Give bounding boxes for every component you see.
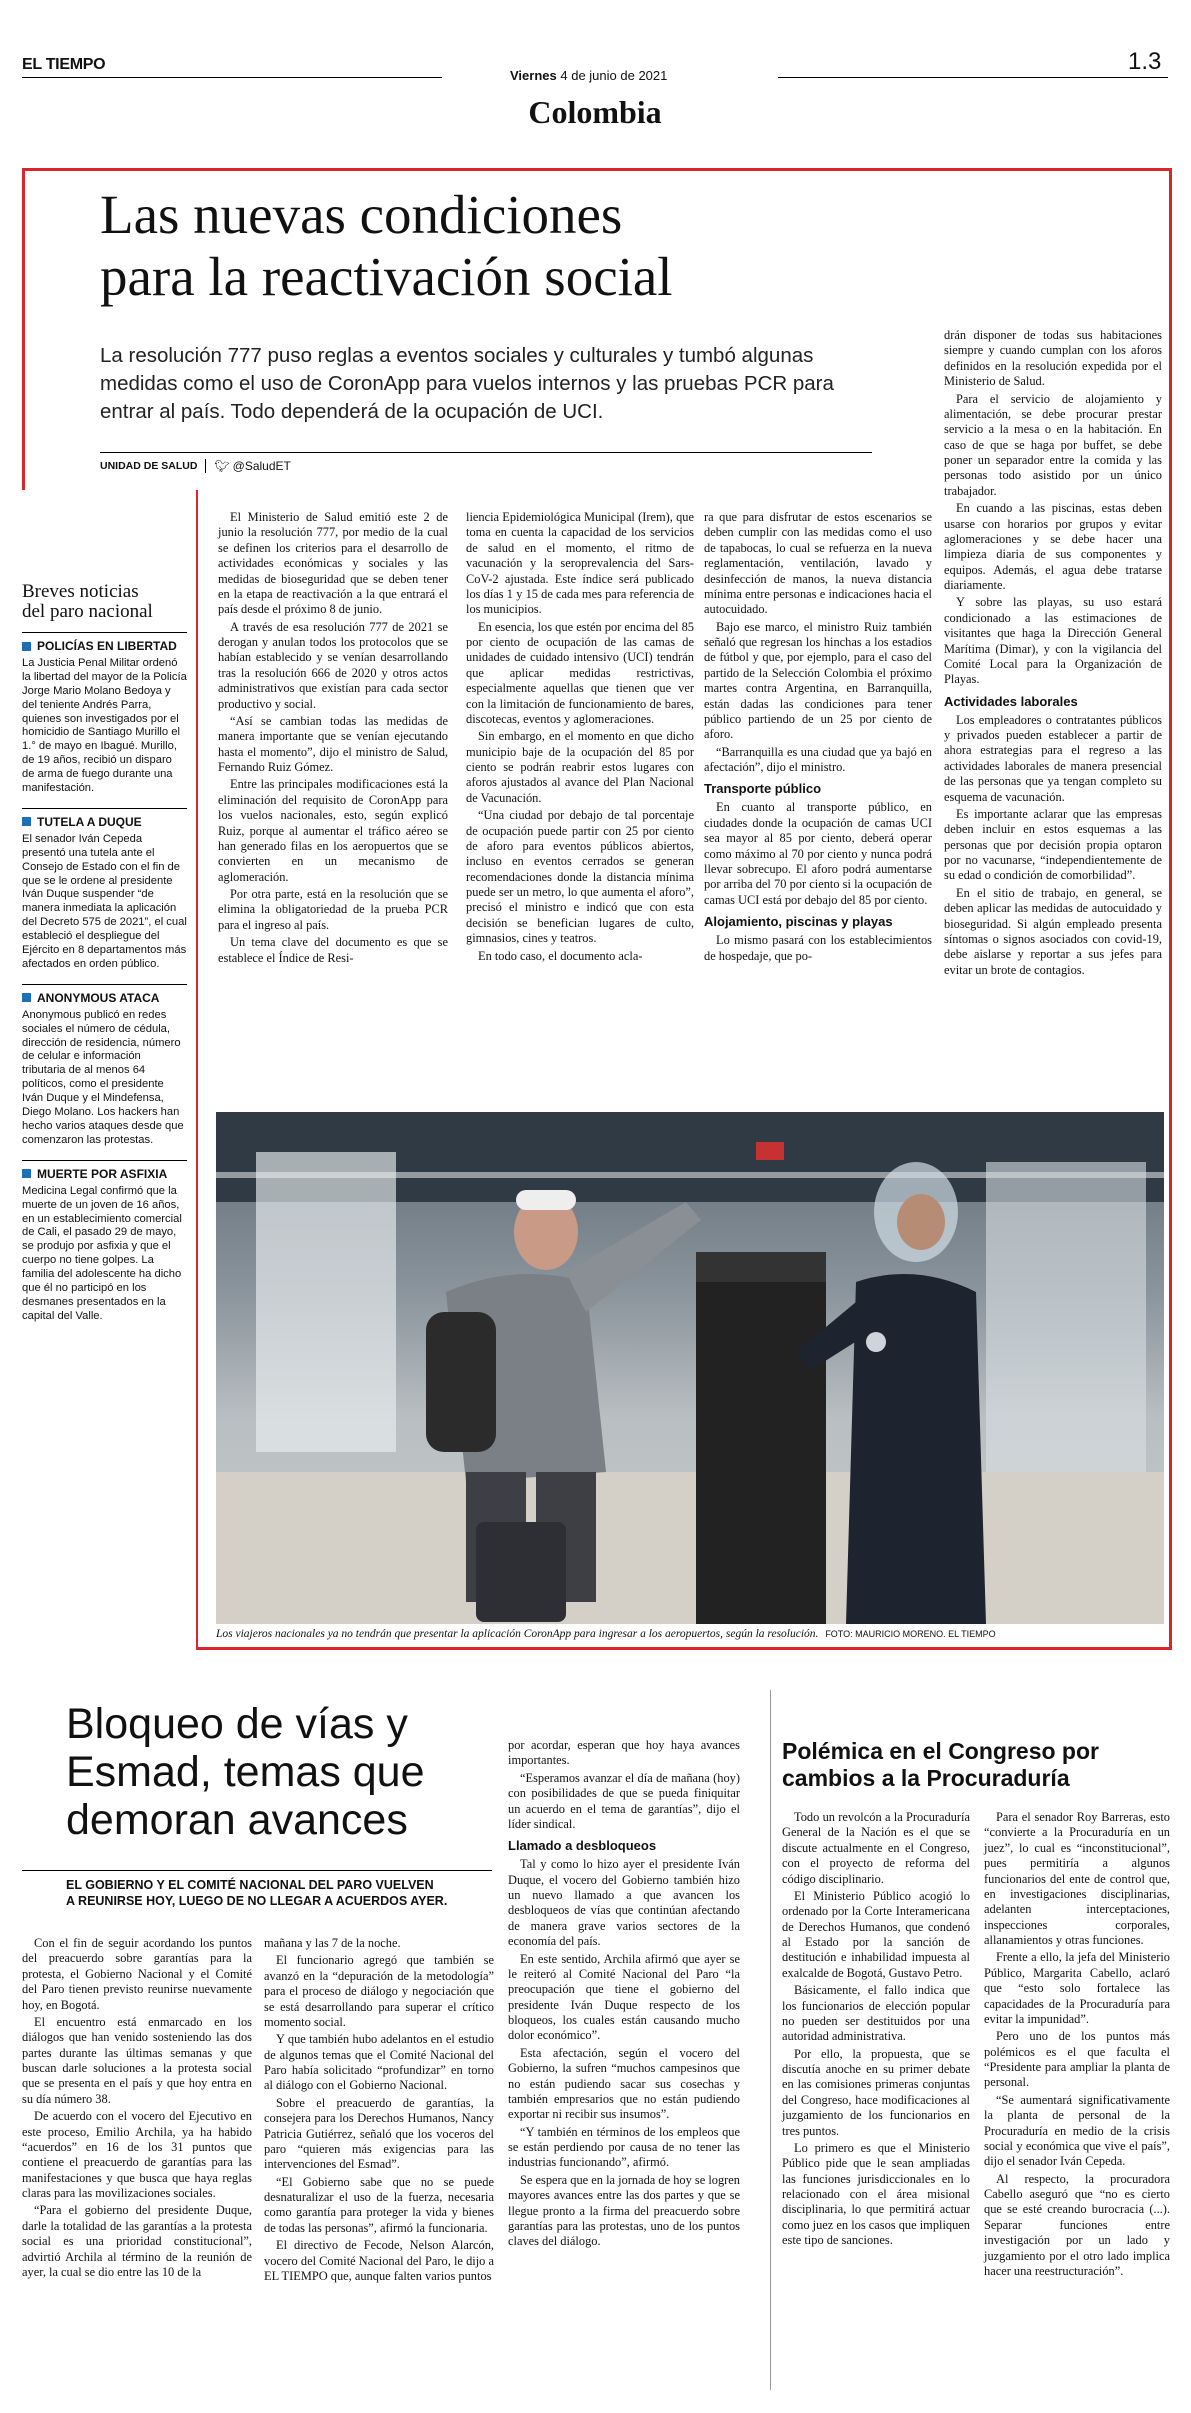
paragraph: En el sitio de trabajo, en general, se deben aplicar las medidas de autocuidado y bioseguridad. Si algún empleado presenta síntomas o signos asociados con covid-19, debe aislarse y reportar a sus jefes para evitar un brote de contagios. — [944, 885, 1162, 977]
paragraph: Esta afectación, según el vocero del Gobierno, la sufren “muchos campesinos que no están pudiendo sacar sus cosechas y también empresarios que no están pudiendo exportar ni recibir sus insumos”. — [508, 2045, 740, 2122]
paragraph: Bajo ese marco, el ministro Ruiz también señaló que regresan los hinchas a los estadios de fútbol y que, por ejemplo, para el caso del partido de la Selección Colombia el próximo martes contra Argentina, en Barranquilla, están dadas las condiciones para tener público partiendo de un 25 por ciento de aforo. — [704, 619, 932, 742]
main-col-2 — [466, 510, 694, 966]
story2-col-3 — [508, 1738, 740, 2252]
story2-deck — [66, 1877, 447, 1909]
paragraph: El funcionario agregó que también se avanzó en la “depuración de la metodología” para el proceso de diálogo y negociación que se está desarrollando para superar el crítico momento social. — [264, 1953, 494, 2029]
sidebar — [22, 582, 187, 1324]
story3-divider — [770, 1690, 771, 2390]
main-col-3b-paragraphs — [704, 800, 932, 908]
paragraph: Es importante aclarar que las empresas deben incluir en estos esquemas a las personas que por decisión propia optaron por no vacunarse, “independientemente de su edad o condición de comorbilidad”. — [944, 806, 1162, 883]
byline — [100, 459, 291, 473]
paragraph: Un tema clave del documento es que se establece el Índice de Resi- — [218, 935, 448, 965]
sidebar-heading — [22, 815, 187, 829]
photo-credit: FOTO: MAURICIO MORENO. EL TIEMPO — [825, 1629, 996, 1639]
main-col-3 — [704, 510, 932, 966]
paragraph: En todo caso, el documento acla- — [478, 948, 643, 963]
story2-deck-line1: EL GOBIERNO Y EL COMITÉ NACIONAL DEL PARO VUELVEN — [66, 1878, 434, 1892]
story2-deck-rule — [22, 1870, 492, 1871]
story2-subheading: Llamado a desbloqueos — [508, 1838, 657, 1854]
paragraph: Sin embargo, en el momento en que dicho municipio baje de la ocupación del 85 por ciento se podrán reabrir estos lugares con aforos ajustados al avance del Plan Nacional de Vacunación. — [466, 729, 694, 805]
story3-col-2 — [984, 1810, 1170, 2281]
paragraph: Entre las principales modificaciones está la eliminación del requisito de CoronApp para los vuelos nacionales, esto, según explicó Ruiz, porque al aumentar el tráfico aéreo se han generado filas en los aeropuertos que se convierten en un mecanismo de aglomeración. — [218, 777, 448, 884]
story2-headline — [66, 1700, 425, 1844]
story3-col-2-paragraphs — [984, 1810, 1170, 2279]
header-date — [510, 68, 667, 83]
sidebar-item — [22, 984, 187, 1148]
story2-col-3b-paragraphs — [508, 1857, 740, 2249]
sidebar-heading — [22, 991, 187, 1005]
sidebar-item — [22, 632, 187, 796]
transport-heading: Transporte público — [704, 781, 822, 797]
story2-headline-line2: Esmad, temas que — [66, 1748, 425, 1796]
header-date-day: Viernes — [510, 68, 557, 83]
story3-headline-line2: cambios a la Procuraduría — [782, 1765, 1070, 1791]
main-col-1-paragraphs — [218, 510, 448, 966]
paragraph: En esencia, los que estén por encima del 85 por ciento de ocupación de las camas de unidades de cuidado intensivo (UCI) tendrán que aplicar medidas restrictivas, especialmente aquellas que tienen que ver con la limitación de funcionamiento de bares, discotecas, eventos y aglomeraciones. — [466, 619, 694, 726]
caption-text: Los viajeros nacionales ya no tendrán que presentar la aplicación CoronApp para ingresar a los aeropuertos, según la resolución. — [216, 1628, 819, 1640]
story3-col-1-paragraphs — [782, 1810, 970, 2249]
paragraph: Lo mismo pasará con los establecimientos de hospedaje, que po- — [704, 933, 932, 963]
masthead: EL TIEMPO — [22, 56, 106, 73]
paragraph: “El Gobierno sabe que no se puede desnaturalizar el uso de la fuerza, necesaria como garantía para proteger la vida y bienes de todas las personas”, afirmó la funcionaria. — [264, 2174, 494, 2235]
sidebar-heading — [22, 1167, 187, 1181]
sidebar-item — [22, 1160, 187, 1324]
main-col-1 — [218, 510, 448, 968]
twitter-icon: 🐦︎ — [214, 459, 230, 473]
paragraph: “Una ciudad por debajo de tal porcentaje de ocupación puede partir con 25 por ciento de aforo para eventos públicos abiertos, incluso en eventos cerrados se generan recomendaciones donde la distancia mínima puede ser un metro, lo que aumenta el aforo”, precisó el ministro e indicó que con esta decisión se benefician lugares de culto, gimnasios, cines y teatros. — [466, 808, 694, 946]
paragraph: En cuando a las piscinas, estas deben usarse con horarios por grupos y evitar aglomeraciones y se debe hacer una limpieza diaria de sus componentes y equipos. Además, el agua debe tratarse diariamente. — [944, 501, 1162, 592]
paragraph: Sobre el preacuerdo de garantías, la consejera para los Derechos Humanos, Nancy Patricia Gutiérrez, señaló que los voceros del paro “quieren más exigencias para las intervenciones del Esmad”. — [264, 2095, 494, 2172]
sidebar-title-line1: Breves noticias — [22, 581, 139, 602]
paragraph: Con el fin de seguir acordando los puntos del preacuerdo sobre garantías para la protesta, el Gobierno Nacional y el Comité del Paro tienen previsto reunirse nuevamente hoy, en Bogotá. — [22, 1936, 252, 2012]
paragraph: Por otra parte, está en la resolución que se elimina la obligatoriedad de la prueba PCR para el ingreso al país. — [218, 887, 448, 932]
sidebar-heading-text: POLICÍAS EN LIBERTAD — [37, 639, 177, 653]
main-photo — [216, 1112, 1164, 1624]
page-number: 1.3 — [1128, 48, 1162, 75]
labor-heading: Actividades laborales — [944, 693, 1078, 709]
story2-headline-line1: Bloqueo de vías y — [66, 1700, 408, 1748]
blue-square-icon — [22, 1169, 31, 1178]
photo-caption — [216, 1628, 1166, 1640]
paragraph: Los empleadores o contratantes públicos y privados pueden establecer a partir de ahora estrategias para el regreso a las actividades laborales de manera presencial de las personas que ya tengan completo su esquema de vacunación. — [944, 712, 1162, 804]
paragraph: “Se aumentará significativamente la planta de personal de la Procuraduría en medio de la crisis social y económica que vive el país”, dijo el senador Iván Cepeda. — [984, 2092, 1170, 2169]
story2-col-2 — [264, 1936, 494, 2286]
blue-square-icon — [22, 993, 31, 1002]
sidebar-text: La Justicia Penal Militar ordenó la libertad del mayor de la Policía Jorge Mario Molano Bedoya y del teniente Andrés Parra, quienes son investigados por el homicidio de Santiago Murillo el 1.° de mayo en Ibagué. Murillo, de 19 años, recibió un disparo de arma de fuego durante una manifestación. — [22, 657, 187, 795]
paragraph: Por ello, la propuesta, que se discutía anoche en su primer debate en las comisiones primeras conjuntas del Congreso, hace modificaciones al juzgamiento de los funcionarios en tres puntos. — [782, 2046, 970, 2138]
story2-col-1 — [22, 1936, 252, 2282]
main-headline — [100, 184, 673, 308]
paragraph: “Así se cambian todas las medidas de manera importante que se venían ejecutando hasta el momento”, dijo el ministro de Salud, Fernando Ruiz Gómez. — [218, 713, 448, 774]
story2-col-1-paragraphs — [22, 1936, 252, 2280]
section-title: Colombia — [528, 94, 662, 130]
paragraph: Para el senador Roy Barreras, esto “convierte a la Procuraduría en un juez”, lo cual es “inconstitucional”, pues permitiría a algunos funcionarios del ente de control que, en investigaciones disciplinarias, adelanten interceptaciones, inspecciones corporales, allanamientos y otras funciones. — [984, 1810, 1170, 1947]
paragraph: “Esperamos avanzar el día de mañana (hoy) con posibilidades de que se pueda finiquitar un acuerdo en el tema de garantías”, dijo el líder sindical. — [508, 1770, 740, 1831]
paragraph: Se espera que en la jornada de hoy se logren mayores avances entre las dos partes y que se llegue pronto a la firma del preacuerdo sobre garantías para las protestas, uno de los puntos claves del diálogo. — [508, 2172, 740, 2249]
blue-square-icon — [22, 642, 31, 651]
story2-col-2-paragraphs — [264, 1936, 494, 2284]
paragraph: Todo un revolcón a la Procuraduría General de la Nación es el que se discute actualmente en el Congreso, con el proyecto de reforma del código disciplinario. — [782, 1810, 970, 1886]
main-col-3c-paragraphs — [704, 933, 932, 964]
paragraph: Y que también hubo adelantos en el estudio de algunos temas que el Comité Nacional del Paro había solicitado “profundizar” en torno al diálogo con el Gobierno Nacional. — [264, 2032, 494, 2093]
paragraph: El encuentro está enmarcado en los diálogos que han venido sosteniendo las dos partes durante las últimas semanas y que buscan darle soluciones a la protesta social que se presenta en el país y que hoy entra en su día número 38. — [22, 2014, 252, 2106]
main-deck: La resolución 777 puso reglas a eventos sociales y culturales y tumbó algunas medidas como el uso de CoronApp para vuelos internos y las pruebas PCR para entrar al país. Todo dependerá de la ocupación de UCI. — [100, 344, 834, 423]
paragraph: mañana y las 7 de la noche. — [264, 1936, 401, 1950]
sidebar-text: El senador Iván Cepeda presentó una tutela ante el Consejo de Estado con el fin de que se le ordene al presidente Iván Duque suspender “de manera inmediata la aplicación del Decreto 575 de 2021”, el cual estableció el despliegue del Ejército en 8 departamentos más afectados en orden público. — [22, 832, 187, 970]
sidebar-heading-text: MUERTE POR ASFIXIA — [37, 1166, 168, 1181]
sidebar-heading-text: TUTELA A DUQUE — [37, 814, 142, 829]
paragraph: El Ministerio Público acogió lo ordenado por la Corte Interamericana de Derechos Humanos, que condenó al Estado por la sanción de destitución e inhabilidad impuesta al exalcalde de Bogotá, Gustavo Petro. — [782, 1888, 970, 1980]
paragraph: Tal y como lo hizo ayer el presidente Iván Duque, el vocero del Gobierno también hizo un nuevo llamado a que avancen los desbloqueos de vías que continúan afectando de manera grave varios sectores de la economía del país. — [508, 1857, 740, 1949]
paragraph: El directivo de Fecode, Nelson Alarcón, vocero del Comité Nacional del Paro, le dijo a EL TIEMPO que, aunque falten varios puntos — [264, 2238, 494, 2283]
main-headline-line1: Las nuevas condiciones — [100, 184, 623, 245]
paragraph: liencia Epidemiológica Municipal (Irem), que toma en cuenta la capacidad de los servicios de salud en el momento, el ritmo de vacunación y la seroprevalencia del Sars-CoV-2 ajustada. Este índice será publicado los días 1 y 15 de cada mes para referencia de los municipios. — [466, 510, 694, 617]
header-rule-left — [22, 77, 442, 78]
paragraph: “Barranquilla es una ciudad que ya bajó en afectación”, dijo el ministro. — [704, 744, 932, 774]
lodging-heading: Alojamiento, piscinas y playas — [704, 914, 893, 930]
main-headline-line2: para la reactivación social — [100, 246, 673, 307]
paragraph: Y sobre las playas, su uso estará condicionado a las estimaciones de visitantes que haga la Dirección General Marítima (Dimar), y con la vigilancia del Comité Local para la Organización de Playas. — [944, 595, 1162, 687]
story3-col-1 — [782, 1810, 970, 2251]
sidebar-text: Medicina Legal confirmó que la muerte de un joven de 16 años, en un establecimiento comercial de Cali, el pasado 29 de mayo, se produjo por asfixia y que el cuerpo no tiene golpes. La familia del adolescente ha dicho que él no participó en los desmanes presentados en la capital del Valle. — [22, 1184, 182, 1322]
main-col-4 — [944, 328, 1162, 980]
sidebar-title — [22, 582, 187, 622]
main-col-4b-paragraphs — [944, 713, 1162, 978]
story2-col-3-paragraphs — [508, 1738, 740, 1832]
paragraph: De acuerdo con el vocero del Ejecutivo en este proceso, Emilio Archila, ya ha habido “acuerdos” en 16 de los 31 puntos que contiene el preacuerdo de garantías para las manifestaciones y que busca que haya reglas claras para las movilizaciones sociales. — [22, 2109, 252, 2200]
byline-handle: @SaludET — [232, 459, 291, 473]
paragraph: Básicamente, el fallo indica que los funcionarios de elección popular no pueden ser destituidos por una autoridad administrativa. — [782, 1983, 970, 2044]
paragraph: Pero uno de los puntos más polémicos es el que faculta el “Presidente para ampliar la planta de personal. — [984, 2029, 1170, 2090]
paragraph: Al respecto, la procuradora Cabello aseguró que “no es cierto que se esté creando burocracia (...). Separar funciones entre investigación por un lado y juzgamiento por el otro lado implica hacer una reestructuración”. — [984, 2171, 1170, 2278]
paragraph: En este sentido, Archila afirmó que ayer se le reiteró al Comité Nacional del Paro “la preocupación que tiene el gobierno del presidente Iván Duque respecto de los bloqueos, los cuales están causando mucho dolor económico”. — [508, 1951, 740, 2043]
paragraph: ra que para disfrutar de estos escenarios se deben cumplir con las medidas como el uso de tapabocas, lo cual se refuerza en la nueva reglamentación, ventilación, lavado y desinfección de manos, la nueva distancia mínima entre personas e indicaciones hacia el autocuidado. — [704, 510, 932, 617]
story3-headline-line1: Polémica en el Congreso por — [782, 1738, 1099, 1764]
photo-illustration — [216, 1112, 1164, 1624]
paragraph: “Y también en términos de los empleos que se están perdiendo por causa de no tener las industrias funcionando”, afirmó. — [508, 2124, 740, 2170]
paragraph: A través de esa resolución 777 de 2021 se derogan y anulan todos los protocolos que se habían establecido y se venían desarrollando tras la resolución 666 de 2020 y otros actos administrativos que existían para cada sector productivo y social. — [218, 619, 448, 711]
sidebar-text: Anonymous publicó en redes sociales el número de cédula, dirección de residencia, número de celular e información tributaria de al menos 64 políticos, como el presidente Iván Duque y el Mindefensa, Diego Molano. Los hackers han hecho varios ataques desde que comenzaron las protestas. — [22, 1008, 184, 1146]
paragraph: Lo primero es que el Ministerio Público pide que le sean ampliadas las funciones jurisdiccionales en lo relacionado con el área misional disciplinaria, lo que permitirá actuar como juez en los casos que impliquen este tipo de sanciones. — [782, 2140, 970, 2248]
paragraph: En cuanto al transporte público, en ciudades donde la ocupación de camas UCI sea mayor al 85 por ciento, deberá operar como máximo al 70 por ciento y nunca podrá llevar sobrecupo. El aforo podrá aumentarse por arriba del 70 por ciento si la ocupación de camas UCI está por debajo del 85 por ciento. — [704, 800, 932, 907]
sidebar-item — [22, 808, 187, 972]
header-date-rest: 4 de junio de 2021 — [560, 68, 668, 83]
story2-headline-line3: demoran avances — [66, 1796, 408, 1844]
main-col-4-paragraphs — [944, 328, 1162, 688]
blue-square-icon — [22, 817, 31, 826]
sidebar-heading — [22, 639, 187, 653]
sidebar-title-line2: del paro nacional — [22, 601, 153, 622]
main-col-2-paragraphs — [466, 510, 694, 964]
sidebar-heading-text: ANONYMOUS ATACA — [37, 990, 160, 1005]
byline-unit: UNIDAD DE SALUD — [100, 460, 198, 472]
main-col-3-paragraphs — [704, 510, 932, 775]
paragraph: El Ministerio de Salud emitió este 2 de junio la resolución 777, por medio de la cual se definen los criterios para el desarrollo de actividades económicas y sociales y las medidas de bioseguridad que se deben tener en la etapa de reactivación a la que entrará el país desde el próximo 8 de junio. — [218, 510, 448, 617]
story3-headline — [782, 1738, 1099, 1792]
paragraph: Frente a ello, la jefa del Ministerio Público, Margarita Cabello, aclaró que “esto solo fortalece las capacidades de la Procuraduría para evitar la impunidad”. — [984, 1950, 1170, 2026]
paragraph: “Para el gobierno del presidente Duque, darle la totalidad de las garantías a la protesta social es una prioridad constitucional”, advirtió Archila al término de la reunión de ayer, la cual se dio entre las 10 de la — [22, 2203, 252, 2279]
paragraph: drán disponer de todas sus habitaciones siempre y cuando cumplan con los aforos definidos en la resolución expedida por el Ministerio de Salud. — [944, 328, 1162, 389]
header-rule-right — [778, 77, 1168, 78]
story2-deck-line2: A REUNIRSE HOY, LUEGO DE NO LLEGAR A ACUERDOS AYER. — [66, 1894, 448, 1908]
paragraph: Para el servicio de alojamiento y alimentación, se debe procurar prestar servicio a la mesa o en la habitación. En caso de que se haga por buffet, se debe poner un separador entre la comida y las personas todo asistido por un único trabajador. — [944, 391, 1162, 498]
byline-rule — [100, 452, 872, 453]
byline-divider — [205, 459, 206, 473]
paragraph: por acordar, esperan que hoy haya avances importantes. — [508, 1738, 740, 1768]
